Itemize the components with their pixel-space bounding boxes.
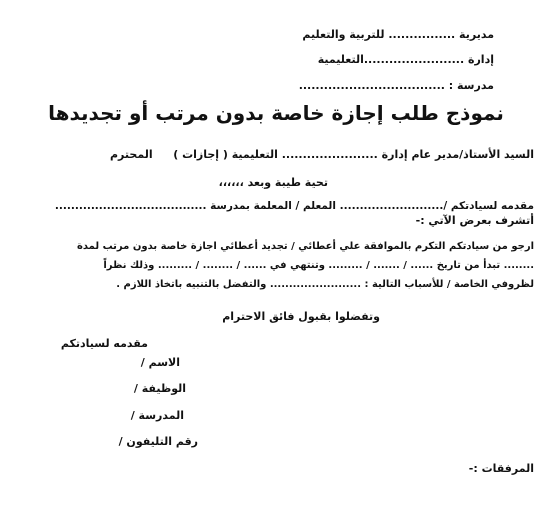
signature-job: الوظيفة / [133,382,186,395]
signature-phone: رقم التليفون / [118,435,198,448]
greeting: تحية طيبة وبعد ،،،،،، [218,176,328,189]
signature-name: الاسم / [140,356,180,369]
submitted-by-line: مقدمه لسيادتكم /.......................... المعلم / المعلمة بمدرسة ...................................... [54,200,534,212]
addressee-respect: المحترم [110,148,153,161]
honor-line: أتشرف بعرض الآتي :- [415,214,534,227]
attachments-line: المرفقات :- [468,462,534,475]
header-directorate: مديرية ................ للتربية والتعليم [302,28,494,41]
form-title: نموذج طلب إجازة خاصة بدون مرتب أو تجديدها [48,101,504,125]
signature-submitted-by: مقدمه لسيادتكم [60,337,148,350]
body-line-1: ارجو من سيادتكم التكرم بالموافقة علي أعطائي / تجديد أعطائي اجازة خاصة بدون مرتب لمدة [76,241,534,252]
signature-school: المدرسة / [130,409,184,422]
addressee-line: السيد الأستاذ/مدير عام إدارة ....................... التعليمية ( إجازات ) [173,148,534,161]
body-line-3: لظروفي الخاصة / للأسباب التالية : ........................ والتفضل بالتنبيه باتخاذ اللازم . [116,279,534,290]
body-line-2: ........ تبدأ من تاريخ ...... / ....... / ......... وتنتهي في ...... / ........ / ......... وذلك نظراً [103,260,534,271]
closing-line: وتفضلوا بقبول فائق الاحترام [222,310,380,323]
header-school: مدرسة : ................................... [298,79,494,92]
header-administration: إدارة ........................التعليمية [317,53,494,66]
